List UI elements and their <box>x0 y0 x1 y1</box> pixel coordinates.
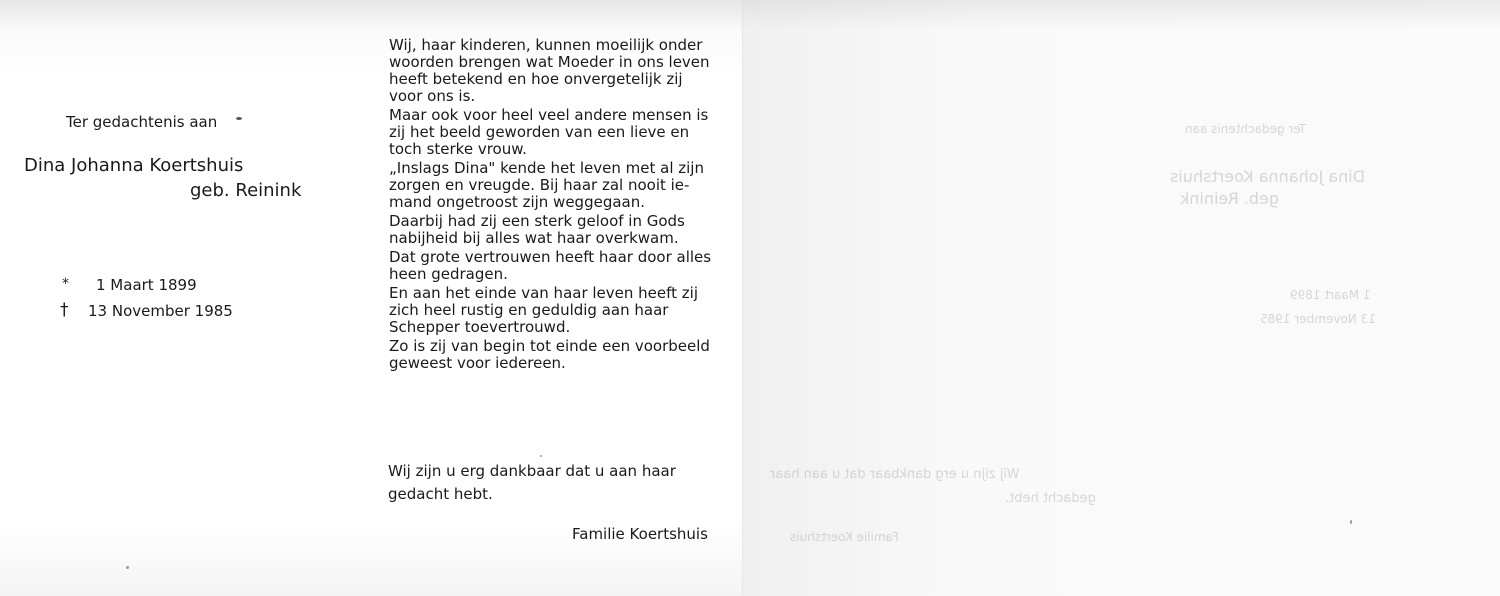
poem-line: Dat grote vertrouwen heeft haar door alles <box>389 248 712 266</box>
poem-line: toch sterke vrouw. <box>389 140 527 158</box>
poem-paragraph <box>389 249 719 283</box>
poem-line: Daarbij had zij een sterk geloof in Gods <box>389 212 685 230</box>
poem-paragraph <box>389 160 719 211</box>
death-cross-symbol: † <box>60 300 69 320</box>
maiden-name: geb. Reinink <box>190 180 302 201</box>
bleed-through-intro: Ter gedachtenis aan <box>1185 122 1307 136</box>
poem-line: „Inslags Dina" kende het leven met al zijn <box>389 159 704 177</box>
poem-paragraph <box>389 213 719 247</box>
poem-line: heeft betekend en hoe onvergetelijk zij <box>389 70 683 88</box>
family-signature: Familie Koertshuis <box>572 525 708 543</box>
paper-speck <box>1350 520 1352 524</box>
paper-speck <box>540 455 542 457</box>
thanks-line-2: gedacht hebt. <box>388 485 493 503</box>
poem-line: Wij, haar kinderen, kunnen moeilijk onder <box>389 36 703 54</box>
poem-paragraph <box>389 107 719 158</box>
bleed-through-signature: Familie Koertshuis <box>790 530 899 544</box>
poem-line: woorden brengen wat Moeder in ons leven <box>389 53 710 71</box>
birth-symbol: * <box>62 276 69 292</box>
bleed-through-thanks: Wij zijn u erg dankbaar dat u aan haar <box>770 467 1020 482</box>
intro-text: Ter gedachtenis aan <box>66 113 218 131</box>
bleed-through-thanks-2: gedacht hebt. <box>1005 491 1096 506</box>
birth-date: 1 Maart 1899 <box>96 276 197 294</box>
bleed-through-birth: 1 Maart 1899 <box>1290 288 1371 302</box>
bleed-through-name: Dina Johanna Koertshuis <box>1170 167 1365 186</box>
paper-speck <box>126 566 129 569</box>
poem-paragraph <box>389 338 719 372</box>
deceased-name: Dina Johanna Koertshuis <box>24 155 244 176</box>
poem-line: zorgen en vreugde. Bij haar zal nooit ie- <box>389 176 690 194</box>
poem-line: geweest voor iedereen. <box>389 354 566 372</box>
memorial-poem <box>389 37 719 374</box>
poem-line: mand ongetroost zijn weggegaan. <box>389 193 646 211</box>
thanks-line-1: Wij zijn u erg dankbaar dat u aan haar <box>388 462 676 480</box>
poem-line: Schepper toevertrouwd. <box>389 318 571 336</box>
bleed-through-maiden: geb. Reinink <box>1180 189 1280 208</box>
poem-line: zij het beeld geworden van een lieve en <box>389 123 690 141</box>
paper-speck <box>236 117 242 120</box>
poem-paragraph <box>389 285 719 336</box>
card-back-panel <box>742 0 1500 596</box>
poem-line: heen gedragen. <box>389 265 508 283</box>
poem-line: zich heel rustig en geduldig aan haar <box>389 301 669 319</box>
poem-line: Zo is zij van begin tot einde een voorbeeld <box>389 337 710 355</box>
bleed-through-death: 13 November 1985 <box>1260 312 1376 326</box>
poem-line: nabijheid bij alles wat haar overkwam. <box>389 229 679 247</box>
poem-paragraph <box>389 37 719 105</box>
poem-line: En aan het einde van haar leven heeft zij <box>389 284 699 302</box>
poem-line: Maar ook voor heel veel andere mensen is <box>389 106 709 124</box>
poem-line: voor ons is. <box>389 87 476 105</box>
death-date: 13 November 1985 <box>88 302 233 320</box>
